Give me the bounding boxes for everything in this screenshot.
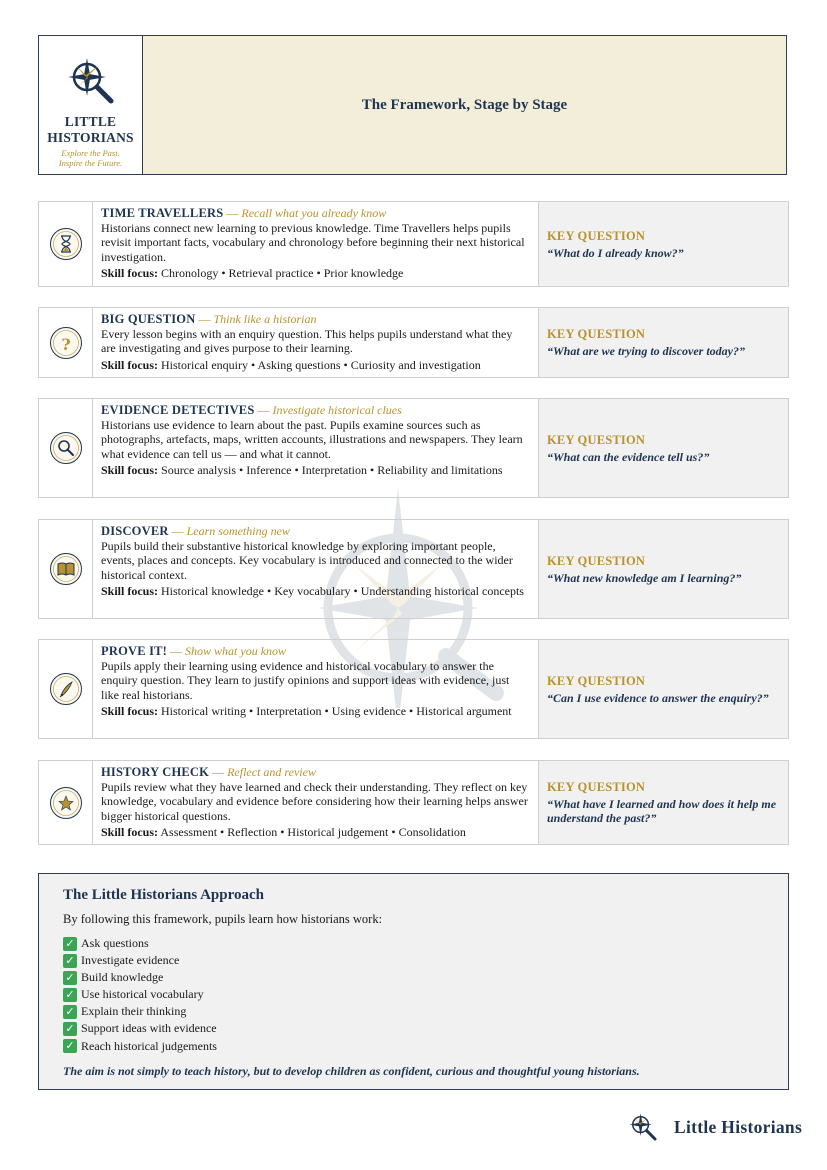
tagline-line-1: Explore the Past.	[61, 148, 120, 158]
stage-subtitle: Recall what you already know	[241, 206, 387, 220]
approach-box	[38, 873, 789, 1090]
list-item-text: Explain their thinking	[81, 1004, 187, 1019]
stage-name: EVIDENCE DETECTIVES	[101, 403, 255, 417]
list-item	[63, 1020, 764, 1037]
skill-focus-list: Assessment • Reflection • Historical judgement • Consolidation	[160, 824, 466, 839]
list-item-text: Support ideas with evidence	[81, 1021, 217, 1036]
book-badge-icon	[49, 552, 83, 586]
stage-history-check	[38, 760, 789, 845]
tagline-line-2: Inspire the Future.	[58, 158, 123, 168]
brand-line-2: HISTORIANS	[47, 130, 134, 145]
stage-subtitle: Think like a historian	[213, 312, 317, 326]
key-question-panel	[539, 520, 788, 618]
list-item-text: Reach historical judgements	[81, 1038, 217, 1053]
stage-description: Pupils review what they have learned and check their understanding. They reflect on key knowledge, vocabulary and evidence before considering how their learning helps answer bigger historical questions.	[101, 780, 528, 823]
stage-discover	[38, 519, 789, 619]
stage-big-question	[38, 307, 789, 378]
stage-heading	[101, 765, 530, 779]
stage-content	[93, 761, 539, 844]
hourglass-badge-icon	[49, 227, 83, 261]
skill-focus	[101, 358, 530, 372]
skill-focus-list: Historical enquiry • Asking questions • Curiosity and investigation	[161, 357, 481, 372]
list-item-text: Ask questions	[81, 936, 149, 950]
dash-separator: —	[170, 644, 183, 658]
stage-heading	[101, 524, 530, 538]
footer-brand: Little Historians	[674, 1116, 803, 1137]
key-question-label: KEY QUESTION	[547, 228, 646, 243]
list-item-text: Build knowledge	[81, 970, 164, 985]
skill-focus-label: Skill focus:	[101, 703, 159, 718]
key-question-text: “Can I use evidence to answer the enquiry?”	[547, 690, 769, 705]
key-question-text: “What new knowledge am I learning?”	[547, 570, 742, 585]
skill-focus	[101, 463, 530, 477]
stage-heading	[101, 206, 530, 220]
check-mark-icon: ✓	[63, 971, 77, 985]
key-question-panel	[539, 640, 788, 738]
list-item	[63, 935, 764, 952]
stage-icon-cell	[39, 308, 93, 377]
key-question-label: KEY QUESTION	[547, 780, 646, 794]
star-badge-icon	[49, 786, 83, 820]
quill-badge-icon	[49, 672, 83, 706]
stage-description: Pupils apply their learning using evidence and historical vocabulary to answer the enquiry question. They learn to justify opinions and support ideas with evidence, just like real historians.	[101, 659, 510, 702]
check-mark-icon: ✓	[63, 1022, 77, 1036]
stage-subtitle: Reflect and review	[227, 765, 316, 779]
stage-icon-cell	[39, 640, 93, 738]
stage-content	[93, 308, 539, 377]
title-cell	[143, 36, 786, 174]
header-banner	[38, 35, 787, 175]
stage-content	[93, 640, 539, 738]
dash-separator: —	[257, 403, 270, 417]
key-question-label: KEY QUESTION	[547, 673, 646, 688]
key-question-label: KEY QUESTION	[547, 327, 646, 341]
approach-title: The Little Historians Approach	[63, 887, 264, 903]
list-item-text: Investigate evidence	[81, 953, 180, 968]
stage-subtitle: Learn something new	[186, 524, 290, 538]
key-question-panel	[539, 202, 788, 286]
check-mark-icon: ✓	[63, 954, 77, 968]
question-badge-icon	[49, 326, 83, 360]
stage-icon-cell	[39, 761, 93, 844]
stage-evidence-detectives	[38, 398, 789, 498]
stage-heading	[101, 403, 530, 417]
skill-focus	[101, 584, 530, 598]
stage-icon-cell	[39, 399, 93, 497]
skill-focus-list: Historical knowledge • Key vocabulary • Understanding historical concepts	[161, 583, 524, 598]
compass-magnifier-icon	[66, 56, 116, 106]
stage-description: Pupils build their substantive historical knowledge by exploring important people, events, places and concepts. Key vocabulary is introduced and connected to the wider historical context.	[101, 539, 513, 582]
brand-line-1: LITTLE	[64, 114, 117, 129]
skill-focus-label: Skill focus:	[101, 824, 159, 839]
stage-heading	[101, 644, 530, 658]
stage-icon-cell	[39, 520, 93, 618]
approach-aim: The aim is not simply to teach history, but to develop children as confident, curious and thoughtful young historians.	[63, 1063, 640, 1078]
skill-focus-label: Skill focus:	[101, 265, 159, 280]
stage-subtitle: Investigate historical clues	[272, 403, 402, 417]
stage-description: Every lesson begins with an enquiry question. This helps pupils understand what they are investigating and gives purpose to their learning.	[101, 327, 513, 356]
list-item	[63, 1038, 764, 1055]
key-question-panel	[539, 308, 788, 377]
key-question-panel	[539, 761, 788, 844]
dash-separator: —	[226, 206, 239, 220]
compass-magnifier-icon	[628, 1112, 658, 1142]
skill-focus-label: Skill focus:	[101, 357, 159, 372]
list-item	[63, 969, 764, 986]
dash-separator: —	[198, 312, 211, 326]
skill-focus	[101, 704, 530, 718]
dash-separator: —	[171, 524, 184, 538]
svg-text:?: ?	[60, 334, 71, 354]
check-mark-icon: ✓	[63, 1039, 77, 1053]
page-title: The Framework, Stage by Stage	[361, 96, 568, 113]
approach-intro: By following this framework, pupils learn how historians work:	[63, 912, 383, 926]
skill-focus	[101, 266, 530, 280]
key-question-text: “What are we trying to discover today?”	[547, 344, 745, 358]
brand-tagline	[59, 148, 122, 168]
stage-name: DISCOVER	[101, 524, 169, 538]
list-item	[63, 986, 764, 1003]
list-item	[63, 1003, 764, 1020]
stage-content	[93, 202, 539, 286]
stage-name: PROVE IT!	[101, 644, 168, 658]
check-mark-icon: ✓	[63, 988, 77, 1002]
stage-name: HISTORY CHECK	[101, 765, 210, 779]
skill-focus-list: Historical writing • Interpretation • Using evidence • Historical argument	[161, 703, 512, 718]
list-item-text: Use historical vocabulary	[81, 987, 204, 1002]
key-question-panel	[539, 399, 788, 497]
stage-subtitle: Show what you know	[185, 644, 287, 658]
key-question-text: “What do I already know?”	[547, 245, 684, 260]
dash-separator: —	[212, 765, 225, 779]
stage-content	[93, 399, 539, 497]
stage-name: BIG QUESTION	[101, 312, 196, 326]
stage-heading	[101, 312, 530, 326]
key-question-label: KEY QUESTION	[547, 432, 646, 447]
footer	[628, 1112, 802, 1142]
logo-block	[39, 36, 143, 174]
skill-focus-label: Skill focus:	[101, 583, 159, 598]
skill-focus-label: Skill focus:	[101, 462, 159, 477]
check-mark-icon: ✓	[63, 1005, 77, 1019]
key-question-label: KEY QUESTION	[547, 553, 646, 568]
list-item	[63, 952, 764, 969]
stage-content	[93, 520, 539, 618]
check-mark-icon: ✓	[63, 937, 77, 951]
approach-list	[63, 935, 764, 1055]
skill-focus	[101, 825, 530, 839]
skill-focus-list: Source analysis • Inference • Interpretation • Reliability and limitations	[161, 462, 503, 477]
skill-focus-list: Chronology • Retrieval practice • Prior knowledge	[161, 265, 404, 280]
magnifier-badge-icon	[49, 431, 83, 465]
stage-time-travellers	[38, 201, 789, 287]
brand-name	[47, 114, 134, 146]
key-question-text: “What have I learned and how does it help me understand the past?”	[547, 797, 777, 825]
stage-name: TIME TRAVELLERS	[101, 206, 224, 220]
stage-prove-it	[38, 639, 789, 739]
stage-icon-cell	[39, 202, 93, 286]
stage-description: Historians connect new learning to previous knowledge. Time Travellers helps pupils revisit important facts, vocabulary and chronology before beginning their next historical investigation.	[101, 221, 525, 264]
key-question-text: “What can the evidence tell us?”	[547, 449, 710, 464]
stage-description: Historians use evidence to learn about the past. Pupils examine sources such as photographs, artefacts, maps, written accounts, illustrations and newspapers. They learn what evidence can tell us — and what it cannot.	[101, 418, 523, 461]
